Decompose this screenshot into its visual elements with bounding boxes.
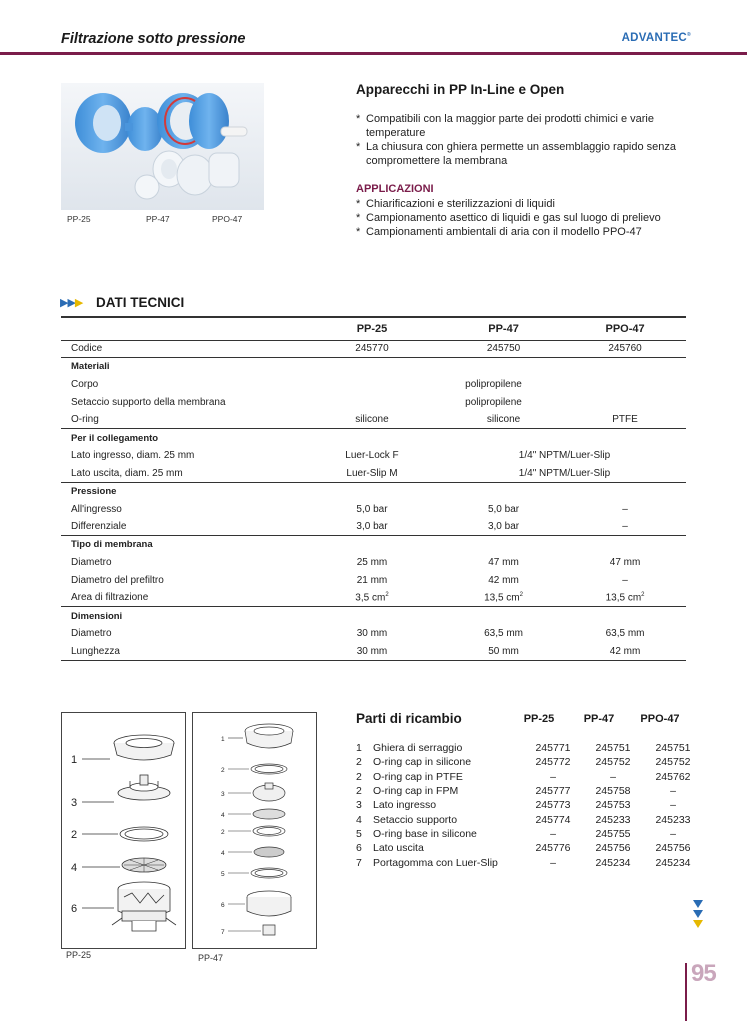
section-arrows-icon: ▶▶▶ [60,297,83,309]
cell: 245760 [608,343,642,355]
cell: 245750 [486,343,521,355]
tech-table-header [61,317,686,340]
row-label: Diametro [71,556,112,568]
table-row [61,518,686,536]
part-number: 3 [356,799,362,812]
spare-part-row [356,798,703,812]
pp47-callout: 4 [221,850,225,857]
row-label: Area di filtrazione [71,592,149,604]
cell: 30 mm [301,643,443,661]
row-label: Lato ingresso, diam. 25 mm [71,450,195,462]
page-number-bar [685,963,687,1021]
part-code-pp25: 245772 [535,756,571,769]
down-arrow-icon [693,920,703,928]
tech-data-table [61,316,686,661]
cell: 3,5 $cm^2$ [355,592,389,604]
product-photo-illustration [61,83,264,210]
cell: 245770 [355,343,389,355]
part-description: O-ring base in silicone [373,827,477,840]
pp47-drawing [193,713,316,948]
table-row [61,500,686,518]
part-code-pp25: 245771 [535,742,571,755]
group-heading-row [61,482,686,500]
cell: – [622,574,628,586]
photo-caption-pp25: PP-25 [67,214,91,224]
row-label: Setaccio supporto della membrana [71,396,226,408]
part-description: O-ring cap in FPM [373,785,459,798]
pp47-callout: 7 [221,929,225,936]
part-code-pp25: – [550,770,556,783]
cell: – [622,503,628,515]
part-number: 2 [356,785,362,798]
cell: 50 mm [443,643,564,661]
product-photo [61,83,264,210]
part-code-ppo47: 245756 [655,842,691,855]
part-number: 1 [356,742,362,755]
part-code-pp47: 245755 [595,827,631,840]
pp47-diagram-caption: PP-47 [198,953,224,963]
pp47-exploded-diagram [192,712,317,949]
row-label: Corpo [71,378,99,390]
part-description: O-ring cap in PTFE [373,770,463,783]
table-row [61,340,686,358]
spare-part-row [356,770,703,784]
part-number: 2 [356,756,362,769]
part-code-pp25: 245774 [535,813,571,826]
part-code-pp47: 245234 [595,856,631,869]
part-code-ppo47: – [670,785,676,798]
cell: – [622,521,628,533]
table-row [61,643,686,661]
group-heading: Pressione [61,482,686,500]
feature-list [356,112,696,168]
part-code-ppo47: 245234 [655,856,691,869]
spare-col-ppo47: PPO-47 [640,713,680,725]
cell: 3,0 bar [487,521,520,533]
row-label: O-ring [71,414,99,426]
feature-item: * La chiusura con ghiera permette un assemblaggio rapido senza compromettere la membrana [356,140,696,168]
part-code-pp47: 245758 [595,785,631,798]
part-number: 7 [356,856,362,869]
table-row [61,554,686,572]
part-code-ppo47: – [670,827,676,840]
cell: silicone [355,414,389,426]
part-description: Lato ingresso [373,799,437,812]
cell: Luer-Slip M [346,467,398,479]
row-label: All'ingresso [71,503,122,515]
spare-part-row [356,812,703,826]
intro-title: Apparecchi in PP In-Line e Open [356,82,565,97]
table-row [61,411,686,429]
row-label: Lato uscita, diam. 25 mm [71,467,183,479]
table-row [61,571,686,589]
cell: 13,5 $cm^2$ [484,592,523,604]
pp25-callout: 2 [71,829,78,841]
part-description: O-ring cap in silicone [373,756,472,769]
part-description: Portagomma con Luer-Slip [373,856,498,869]
part-description: Ghiera di serraggio [373,742,463,755]
pp47-callout: 2 [221,829,225,836]
part-number: 2 [356,770,362,783]
pp25-callout: 6 [71,903,78,915]
part-description: Setaccio supporto [373,813,458,826]
part-code-ppo47: 245751 [655,742,691,755]
cell: 47 mm [488,556,519,568]
part-number: 6 [356,842,362,855]
pp25-callout: 4 [71,862,78,874]
header-divider [0,52,747,55]
cell: Luer-Lock F [345,450,399,462]
spare-part-row [356,841,703,855]
group-heading-row [61,607,686,625]
pp25-exploded-diagram [61,712,186,949]
group-heading: Dimensioni [61,607,686,625]
pp25-diagram-caption: PP-25 [66,950,92,960]
part-code-pp47: 245233 [595,813,631,826]
pp47-callout: 2 [221,767,225,774]
part-code-pp25: – [550,827,556,840]
part-code-ppo47: 245752 [655,756,691,769]
part-description: Lato uscita [373,842,424,855]
part-code-pp47: – [610,770,616,783]
table-row [61,447,686,465]
table-row [61,393,686,411]
row-label: Lunghezza [61,643,301,661]
application-item: * Campionamenti ambientali di aria con il modello PPO-47 [356,225,701,239]
part-code-pp47: 245753 [595,799,631,812]
part-code-ppo47: 245233 [655,813,691,826]
group-heading-row [61,358,686,376]
cell: 21 mm [356,574,388,586]
cell: 1/4" NPTM/Luer-Slip [518,467,611,479]
cell: 42 mm [488,574,519,586]
part-code-ppo47: 245762 [655,770,691,783]
table-row [61,465,686,483]
down-arrow-icon [693,910,703,918]
brand-name: ADVANTEC [621,32,688,44]
spare-col-pp47: PP-47 [583,713,615,725]
spare-part-row [356,827,703,841]
page-header-title: Filtrazione sotto pressione [61,31,246,47]
col-ppo47: PPO-47 [564,317,686,340]
spare-parts-table [356,741,703,870]
cell: 47 mm [609,556,641,568]
tech-section-title: DATI TECNICI [96,295,185,310]
part-code-pp25: 245773 [535,799,571,812]
spare-part-row [356,784,703,798]
application-item: * Chiarificazioni e sterilizzazioni di liquidi [356,197,701,211]
group-heading: Materiali [61,358,686,376]
table-row [61,625,686,643]
cell: silicone [486,414,521,426]
group-heading: Per il collegamento [61,429,686,447]
cell: 5,0 bar [356,503,388,515]
cell: polipropilene [465,378,522,390]
registered-mark: ® [687,32,691,39]
cell: 63,5 mm [484,628,523,640]
applications-list [356,197,701,239]
pp25-callout: 3 [71,797,78,809]
cell: polipropilene [465,396,522,408]
part-code-pp25: – [550,856,556,869]
group-heading-row [61,536,686,554]
part-code-pp25: 245776 [535,842,571,855]
cell: 1/4" NPTM/Luer-Slip [518,450,611,462]
col-pp47: PP-47 [443,317,564,340]
table-row [61,589,686,607]
part-number: 4 [356,813,362,826]
part-code-pp25: 245777 [535,785,571,798]
cell: 5,0 bar [487,503,520,515]
cell: 13,5 $cm^2$ [605,592,645,604]
spare-part-row [356,855,703,869]
group-heading: Tipo di membrana [61,536,686,554]
col-pp25: PP-25 [301,317,443,340]
application-item: * Campionamento asettico di liquidi e gas sul luogo di prelievo [356,211,701,225]
feature-item: * Compatibili con la maggior parte dei prodotti chimici e varie temperature [356,112,696,140]
pp47-callout: 4 [221,812,225,819]
part-code-pp47: 245751 [595,742,631,755]
table-row [61,376,686,394]
spare-part-row [356,741,703,755]
cell: PTFE [612,414,638,426]
part-number: 5 [356,827,362,840]
part-code-pp47: 245752 [595,756,631,769]
spare-part-row [356,755,703,769]
cell: 25 mm [356,556,388,568]
pp25-drawing [62,713,185,948]
applications-heading: APPLICAZIONI [356,183,434,195]
pp47-callout: 6 [221,902,225,909]
spare-col-pp25: PP-25 [523,713,555,725]
pp47-callout: 3 [221,791,225,798]
pp47-callout: 5 [221,871,225,878]
part-code-ppo47: – [670,799,676,812]
part-code-pp47: 245756 [595,842,631,855]
cell: 63,5 mm [605,628,645,640]
brand-logo [622,32,691,44]
spare-parts-title: Parti di ricambio [356,711,462,726]
row-label: Diametro del prefiltro [71,574,164,586]
row-label: Codice [71,343,103,355]
cell: 30 mm [356,628,388,640]
group-heading-row [61,429,686,447]
cell: 3,0 bar [356,521,388,533]
row-label: Differenziale [71,521,127,533]
page-number: 95 [691,960,716,987]
down-arrow-icon [693,900,703,908]
pp25-callout: 1 [71,754,78,766]
cell: 42 mm [564,643,686,661]
row-label: Diametro [71,628,112,640]
photo-caption-ppo47: PPO-47 [212,214,243,224]
pp47-callout: 1 [221,736,225,743]
photo-caption-pp47: PP-47 [146,214,170,224]
